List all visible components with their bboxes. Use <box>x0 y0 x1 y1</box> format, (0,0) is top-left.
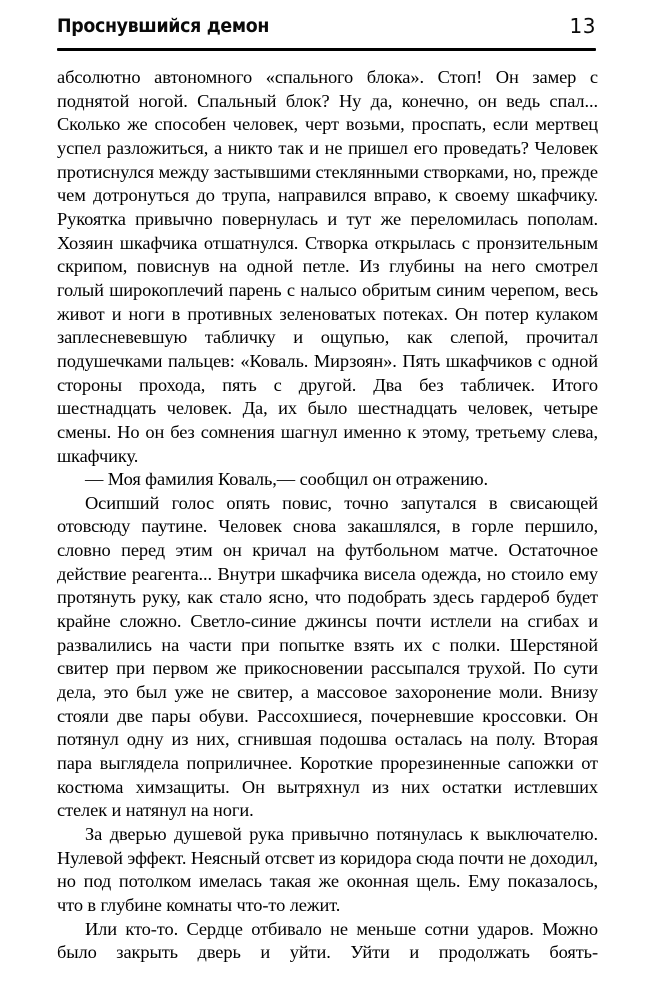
paragraph-continued: абсолютно автономного «спального блока». Стоп! Он замер с поднятой ногой. Спальный блок? Ну да, конечно, он ведь спал... Сколько же способен человек, черт возьми, проспать, если мертвец успел разложиться, а никто так и не пришел его проведать? Человек протиснулся между застывшими стеклянными створками, но, прежде чем дотронуться до трупа, направился вправо, к своему шкафчику. Рукоятка привычно повернулась и тут же переломилась пополам. Хозяин шкафчика отшатнулся. Створка открылась с пронзительным скрипом, повиснув на одной петле. Из глубины на него смотрел голый широкоплечий парень с налысо обритым синим черепом, весь живот и ноги в противных зеленоватых потеках. Он потер кулаком заплесневевшую табличку и ощупью, как слепой, прочитал подушечками пальцев: «Коваль. Мирзоян». Пять шкафчиков с одной стороны прохода, пять с другой. Два без табличек. Итого шестнадцать человек. Да, их было шестнадцать человек, четыре смены. Но он без сомнения шагнул именно к этому, третьему слева, шкафчику. <box>57 67 598 466</box>
paragraph: Осипший голос опять повис, точно запутался в свисающей отовсюду паутине. Человек снова закашлялся, в горле першило, словно перед этим он кричал на футбольном матче. Остаточное действие реагента... Внутри шкафчика висела одежда, но стоило ему протянуть руку, как стало ясно, что подобрать здесь гардероб будет крайне сложно. Светло-синие джинсы почти истлели на сгибах и развалились на части при попытке взять их с полки. Шерстяной свитер при первом же прикосновении рассыпался трухой. По сути дела, это был уже не свитер, а массовое захоронение моли. Внизу стояли две пары обуви. Рассохшиеся, почерневшие кроссовки. Он потянул одну из них, сгнившая подошва осталась на полу. Вторая пара выглядела поприличнее. Короткие прорезиненные сапожки от костюма химзащиты. Он вытряхнул из них остатки истлевших стелек и натянул на ноги. <box>57 492 598 821</box>
paragraph-truncated: Или кто-то. Сердце отбивало не меньше сотни ударов. Можно было закрыть дверь и уйти. Уйти и продолжать боять- <box>57 918 598 963</box>
running-head-title: Проснувшийся демон <box>57 16 270 37</box>
body-text-block <box>57 66 598 989</box>
paragraph-dialogue: — Моя фамилия Коваль,— сообщил он отражению. <box>85 469 489 490</box>
header-rule <box>57 48 596 51</box>
paragraph: За дверью душевой рука привычно потянулась к выключателю. Нулевой эффект. Неясный отсвет из коридора сюда почти не доходил, но под потолком имелась такая же оконная щель. Ему показалось, что в глубине комнаты что-то лежит. <box>57 824 599 915</box>
running-head <box>57 16 596 46</box>
page-number: 13 <box>569 14 596 38</box>
